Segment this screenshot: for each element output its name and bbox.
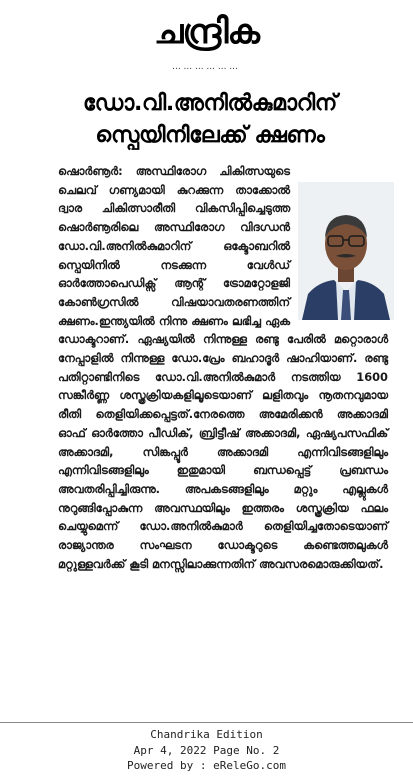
- footer-edition: Chandrika Edition: [150, 728, 263, 741]
- footer: [0, 727, 413, 774]
- portrait-photo: [298, 182, 394, 320]
- footer-divider: [0, 722, 413, 723]
- footer-powered-by: Powered by : eReleGo.com: [127, 759, 286, 772]
- cut-off-strip: ... ... ... ... ... ...: [172, 62, 238, 72]
- portrait-photo-icon: [298, 182, 394, 320]
- headline: [40, 88, 380, 152]
- masthead-title: ചന്ദ്രിക: [154, 12, 259, 52]
- headline-line-2: സ്പെയിനിലേക്ക് ക്ഷണം: [95, 123, 325, 148]
- article-body-column: [58, 162, 388, 573]
- footer-date-page: Apr 4, 2022 Page No. 2: [133, 743, 280, 757]
- headline-line-1: ഡോ.വി.അനിൽകുമാറിന്: [82, 91, 337, 116]
- article-text: ഷൊർണൂർ: അസ്ഥിരോഗ ചികിത്സയുടെ ചെലവ് ഗണ്യമായി കുറക്കുന്ന താക്കോൽ ദ്വാര ചികിത്സാരീതി വികസിപ്പിച്ചെടുത്ത ഷൊർണൂരിലെ അസ്ഥിരോഗ വിദഗ്ധൻ ഡോ.വി.അനിൽകുമാറിന് ഒക്ടോബറിൽ സ്പെയിനിൽ നടക്കുന്ന വേൾഡ് ഓർത്തോപെഡിക്സ് ആന്റ് ട്രോമറ്റോളജി കോൺഗ്രസിൽ വിഷയാവതരണത്തിന് ക്ഷണം.ഇന്ത്യയിൽ നിന്നു ക്ഷണം ലഭിച്ച ഏക ഡോക്ടറാണ്. ഏഷ്യയിൽ നിന്നുള്ള രണ്ടു പേരിൽ മറ്റൊരാൾ നേപ്പാളിൽ നിന്നുള്ള ഡോ.പ്രേം ബഹാദൂർ ഷാഹിയാണ്. രണ്ടു പതിറ്റാണ്ടിനിടെ ഡോ.വി.അനിൽകുമാർ നടത്തിയ 1600 സങ്കീർണ്ണ ശസ്ത്രക്രിയകളിലൂടെയാണ് ലളിതവും നൂതനവുമായ രീതി തെളിയിക്കപ്പെട്ടത്.നേരത്തെ അമേരിക്കൻ അക്കാദമി ഓഫ് ഓർത്തോ പീഡിക്, ബ്രിട്ടീഷ് അക്കാദമി, ഏഷ്യപസഫിക് അക്കാദമി, സിങ്കപ്പൂർ അക്കാദമി എന്നിവിടങ്ങളിലും എന്നിവിടങ്ങളിലും ഇതുമായി ബന്ധപ്പെട്ട് പ്രബന്ധം അവതരിപ്പിച്ചിരുന്നു. അപകടങ്ങളിലും മറ്റും എല്ലുകൾ നുറുങ്ങിപ്പോകുന്ന അവസ്ഥയിലും ഇത്തരം ശസ്ത്രക്രിയ ഫലം ചെയ്യുമെന്ന് ഡോ.അനിൽകുമാർ തെളിയിച്ചതോടെയാണ് രാജ്യാന്തര സംഘടന ഡോക്ടറുടെ കണ്ടെത്തലുകൾ മറ്റുള്ളവർക്ക് കൂടി മനസ്സിലാക്കുന്നതിന് അവസരമൊരുക്കിയത്.: [58, 164, 388, 571]
